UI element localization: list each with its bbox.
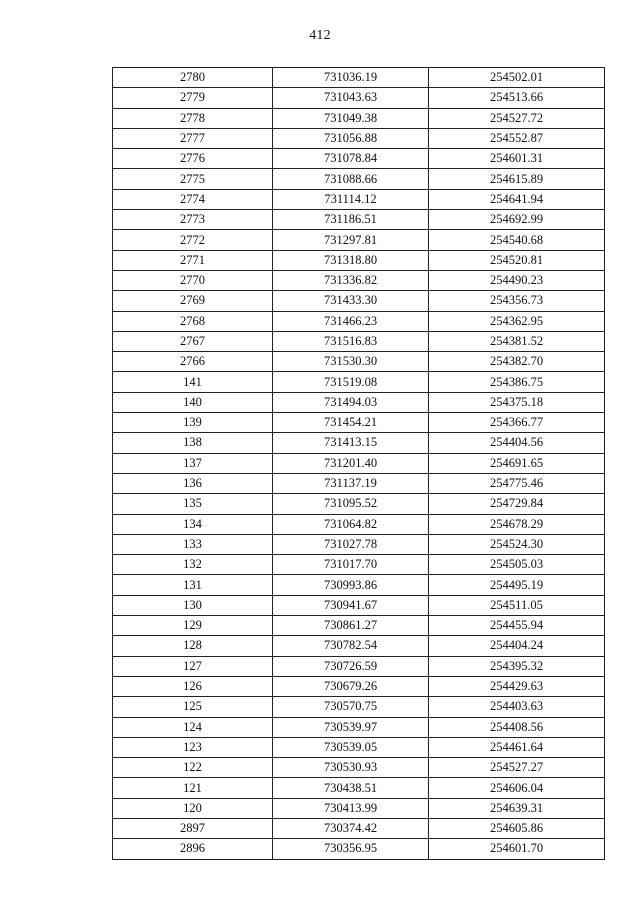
y-coordinate-cell: 254692.99: [429, 210, 605, 230]
y-coordinate-cell: 254429.63: [429, 676, 605, 696]
y-coordinate-cell: 254527.72: [429, 108, 605, 128]
point-number-cell: 127: [113, 656, 273, 676]
y-coordinate-cell: 254502.01: [429, 68, 605, 88]
point-number-cell: 133: [113, 534, 273, 554]
y-coordinate-cell: 254639.31: [429, 798, 605, 818]
x-coordinate-cell: 731297.81: [273, 230, 429, 250]
point-number-cell: 126: [113, 676, 273, 696]
x-coordinate-cell: 731336.82: [273, 270, 429, 290]
table-row: [113, 473, 605, 493]
table-row: [113, 149, 605, 169]
point-number-cell: 123: [113, 737, 273, 757]
point-number-cell: 124: [113, 717, 273, 737]
y-coordinate-cell: 254678.29: [429, 514, 605, 534]
y-coordinate-cell: 254527.27: [429, 758, 605, 778]
x-coordinate-cell: 731078.84: [273, 149, 429, 169]
table-row: [113, 514, 605, 534]
x-coordinate-cell: 731494.03: [273, 392, 429, 412]
table-row: [113, 697, 605, 717]
point-number-cell: 2778: [113, 108, 273, 128]
table-row: [113, 656, 605, 676]
x-coordinate-cell: 731318.80: [273, 250, 429, 270]
x-coordinate-cell: 731466.23: [273, 311, 429, 331]
y-coordinate-cell: 254395.32: [429, 656, 605, 676]
x-coordinate-cell: 731454.21: [273, 413, 429, 433]
x-coordinate-cell: 730941.67: [273, 595, 429, 615]
y-coordinate-cell: 254375.18: [429, 392, 605, 412]
point-number-cell: 137: [113, 453, 273, 473]
y-coordinate-cell: 254381.52: [429, 331, 605, 351]
point-number-cell: 122: [113, 758, 273, 778]
table-row: [113, 128, 605, 148]
table-row: [113, 555, 605, 575]
x-coordinate-cell: 730782.54: [273, 636, 429, 656]
point-number-cell: 2769: [113, 291, 273, 311]
table-row: [113, 758, 605, 778]
y-coordinate-cell: 254386.75: [429, 372, 605, 392]
y-coordinate-cell: 254691.65: [429, 453, 605, 473]
table-row: [113, 778, 605, 798]
x-coordinate-cell: 731036.19: [273, 68, 429, 88]
point-number-cell: 2775: [113, 169, 273, 189]
point-number-cell: 2767: [113, 331, 273, 351]
y-coordinate-cell: 254601.31: [429, 149, 605, 169]
point-number-cell: 2771: [113, 250, 273, 270]
point-number-cell: 121: [113, 778, 273, 798]
x-coordinate-cell: 730356.95: [273, 839, 429, 859]
table-row: [113, 737, 605, 757]
y-coordinate-cell: 254775.46: [429, 473, 605, 493]
point-number-cell: 135: [113, 494, 273, 514]
point-number-cell: 136: [113, 473, 273, 493]
x-coordinate-cell: 731114.12: [273, 189, 429, 209]
point-number-cell: 141: [113, 372, 273, 392]
y-coordinate-cell: 254403.63: [429, 697, 605, 717]
x-coordinate-cell: 730570.75: [273, 697, 429, 717]
x-coordinate-cell: 730861.27: [273, 616, 429, 636]
point-number-cell: 134: [113, 514, 273, 534]
x-coordinate-cell: 730413.99: [273, 798, 429, 818]
table-row: [113, 453, 605, 473]
x-coordinate-cell: 731095.52: [273, 494, 429, 514]
y-coordinate-cell: 254641.94: [429, 189, 605, 209]
x-coordinate-cell: 731043.63: [273, 88, 429, 108]
y-coordinate-cell: 254540.68: [429, 230, 605, 250]
table-row: [113, 169, 605, 189]
x-coordinate-cell: 731201.40: [273, 453, 429, 473]
y-coordinate-cell: 254729.84: [429, 494, 605, 514]
point-number-cell: 139: [113, 413, 273, 433]
point-number-cell: 138: [113, 433, 273, 453]
x-coordinate-cell: 731137.19: [273, 473, 429, 493]
table-row: [113, 68, 605, 88]
table-row: [113, 352, 605, 372]
y-coordinate-cell: 254404.24: [429, 636, 605, 656]
y-coordinate-cell: 254356.73: [429, 291, 605, 311]
point-number-cell: 140: [113, 392, 273, 412]
table-row: [113, 108, 605, 128]
table-row: [113, 636, 605, 656]
y-coordinate-cell: 254461.64: [429, 737, 605, 757]
y-coordinate-cell: 254511.05: [429, 595, 605, 615]
y-coordinate-cell: 254505.03: [429, 555, 605, 575]
point-number-cell: 130: [113, 595, 273, 615]
table-row: [113, 433, 605, 453]
point-number-cell: 2766: [113, 352, 273, 372]
table-row: [113, 676, 605, 696]
table-row: [113, 717, 605, 737]
point-number-cell: 2774: [113, 189, 273, 209]
table-row: [113, 270, 605, 290]
point-number-cell: 2776: [113, 149, 273, 169]
point-number-cell: 2777: [113, 128, 273, 148]
y-coordinate-cell: 254382.70: [429, 352, 605, 372]
x-coordinate-cell: 731088.66: [273, 169, 429, 189]
point-number-cell: 2772: [113, 230, 273, 250]
point-number-cell: 2770: [113, 270, 273, 290]
table-row: [113, 311, 605, 331]
point-number-cell: 2780: [113, 68, 273, 88]
point-number-cell: 2768: [113, 311, 273, 331]
x-coordinate-cell: 730530.93: [273, 758, 429, 778]
x-coordinate-cell: 730993.86: [273, 575, 429, 595]
table-row: [113, 250, 605, 270]
x-coordinate-cell: 730679.26: [273, 676, 429, 696]
y-coordinate-cell: 254408.56: [429, 717, 605, 737]
x-coordinate-cell: 731413.15: [273, 433, 429, 453]
y-coordinate-cell: 254552.87: [429, 128, 605, 148]
table-row: [113, 210, 605, 230]
y-coordinate-cell: 254520.81: [429, 250, 605, 270]
table-row: [113, 575, 605, 595]
x-coordinate-cell: 730438.51: [273, 778, 429, 798]
x-coordinate-cell: 730539.97: [273, 717, 429, 737]
y-coordinate-cell: 254605.86: [429, 818, 605, 838]
y-coordinate-cell: 254404.56: [429, 433, 605, 453]
y-coordinate-cell: 254524.30: [429, 534, 605, 554]
point-number-cell: 129: [113, 616, 273, 636]
point-number-cell: 120: [113, 798, 273, 818]
point-number-cell: 125: [113, 697, 273, 717]
point-number-cell: 2896: [113, 839, 273, 859]
x-coordinate-cell: 730539.05: [273, 737, 429, 757]
y-coordinate-cell: 254606.04: [429, 778, 605, 798]
x-coordinate-cell: 731519.08: [273, 372, 429, 392]
y-coordinate-cell: 254601.70: [429, 839, 605, 859]
table-row: [113, 189, 605, 209]
table-row: [113, 372, 605, 392]
table-row: [113, 88, 605, 108]
point-number-cell: 131: [113, 575, 273, 595]
y-coordinate-cell: 254455.94: [429, 616, 605, 636]
table-row: [113, 230, 605, 250]
x-coordinate-cell: 731530.30: [273, 352, 429, 372]
page-number: 412: [309, 28, 331, 43]
table-row: [113, 818, 605, 838]
x-coordinate-cell: 731017.70: [273, 555, 429, 575]
y-coordinate-cell: 254490.23: [429, 270, 605, 290]
table-row: [113, 291, 605, 311]
table-row: [113, 839, 605, 859]
coordinates-table-body: [113, 68, 605, 860]
table-row: [113, 494, 605, 514]
table-row: [113, 413, 605, 433]
x-coordinate-cell: 731433.30: [273, 291, 429, 311]
y-coordinate-cell: 254495.19: [429, 575, 605, 595]
y-coordinate-cell: 254513.66: [429, 88, 605, 108]
x-coordinate-cell: 731516.83: [273, 331, 429, 351]
table-row: [113, 392, 605, 412]
point-number-cell: 2779: [113, 88, 273, 108]
y-coordinate-cell: 254615.89: [429, 169, 605, 189]
y-coordinate-cell: 254362.95: [429, 311, 605, 331]
point-number-cell: 128: [113, 636, 273, 656]
y-coordinate-cell: 254366.77: [429, 413, 605, 433]
table-row: [113, 534, 605, 554]
x-coordinate-cell: 731027.78: [273, 534, 429, 554]
table-row: [113, 331, 605, 351]
x-coordinate-cell: 731056.88: [273, 128, 429, 148]
x-coordinate-cell: 730726.59: [273, 656, 429, 676]
point-number-cell: 2897: [113, 818, 273, 838]
table-row: [113, 616, 605, 636]
table-row: [113, 798, 605, 818]
x-coordinate-cell: 731186.51: [273, 210, 429, 230]
table-row: [113, 595, 605, 615]
x-coordinate-cell: 731049.38: [273, 108, 429, 128]
coordinates-table: [112, 67, 605, 860]
point-number-cell: 132: [113, 555, 273, 575]
point-number-cell: 2773: [113, 210, 273, 230]
x-coordinate-cell: 731064.82: [273, 514, 429, 534]
x-coordinate-cell: 730374.42: [273, 818, 429, 838]
